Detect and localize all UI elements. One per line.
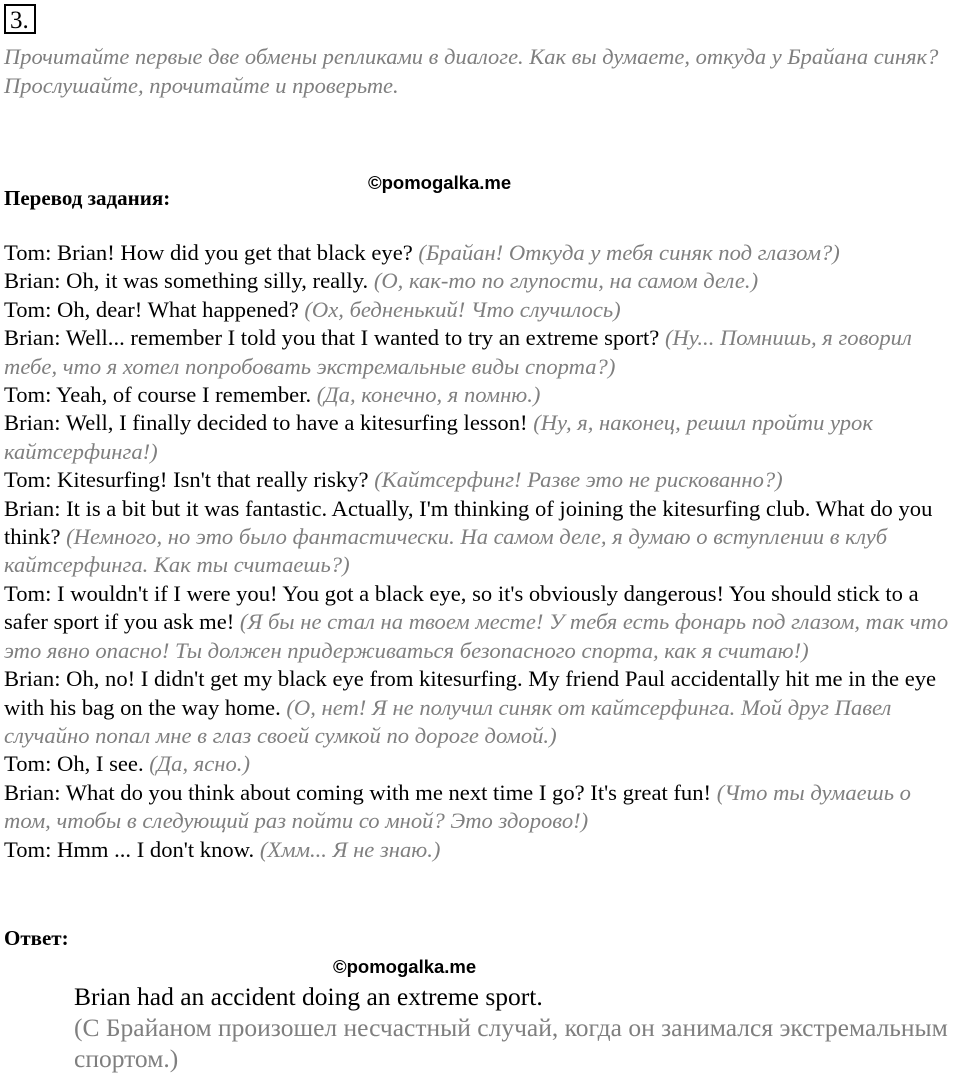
dialogue-english: Brian: Well... remember I told you that I wanted to try an extreme sport? (4, 325, 660, 351)
dialogue-english: Tom: Brian! How did you get that black eye? (4, 240, 413, 265)
dialogue-english: Tom: Oh, I see. (4, 751, 144, 777)
dialogue-translation: (Ох, бедненький! Что случилось) (304, 296, 621, 322)
dialogue-translation: (Ну, я, наконец, решил пройти урок кайтсерфинга!) (4, 410, 873, 464)
dialogue-english: Brian: Oh, it was something silly, really. (4, 268, 369, 294)
instruction-line: Прослушайте, прочитайте и проверьте. (4, 73, 399, 98)
dialogue-line (4, 836, 960, 864)
dialogue-line (4, 466, 960, 494)
dialogue-line (4, 665, 960, 750)
dialogue-translation: (Ну... Помнишь, я говорил тебе, что я хотел попробовать экстремальные виды спорта?) (4, 325, 912, 379)
answer-english: Brian had an accident doing an extreme sport. (74, 982, 543, 1011)
dialogue-translation: (Брайан! Откуда у тебя синяк под глазом?) (418, 240, 840, 265)
dialogue-line (4, 779, 960, 836)
watermark: ©pomogalka.me (333, 956, 477, 977)
answer (74, 981, 954, 1074)
instruction-line: Прочитайте первые две обмены репликами в диалоге. Как вы думаете, откуда у Брайана синяк? (4, 44, 939, 69)
dialogue-line (4, 580, 960, 665)
dialogue-english: Tom: Kitesurfing! Isn't that really risky? (4, 467, 369, 493)
dialogue-translation: (Да, конечно, я помню.) (316, 382, 541, 408)
dialogue-english: Brian: Oh, no! I didn't get my black eye from kitesurfing. My friend Paul accidentally hit me in the eye with his bag on the way home. (4, 666, 937, 720)
dialogue-line (4, 381, 960, 409)
dialogue-line (4, 296, 960, 324)
dialogue (4, 239, 960, 864)
dialogue-english: Tom: I wouldn't if I were you! You got a black eye, so it's obviously dangerous! You should stick to a safer sport if you ask me! (4, 580, 919, 635)
dialogue-line (4, 409, 960, 466)
dialogue-english: Tom: Hmm ... I don't know. (4, 836, 255, 862)
dialogue-translation: (О, нет! Я не получил синяк от кайтсерфинга. Мой друг Павел случайно попал мне в глаз своей сумкой по дороге домой.) (4, 694, 892, 748)
task-number: 3. (4, 4, 36, 34)
dialogue-translation: (Что ты думаешь о том, чтобы в следующий раз пойти со мной? Это здорово!) (4, 779, 911, 834)
dialogue-translation: (Да, ясно.) (149, 751, 250, 777)
dialogue-translation: (О, как-то по глупости, на самом деле.) (373, 268, 759, 294)
dialogue-english: Brian: What do you think about coming with me next time I go? It's great fun! (4, 779, 712, 805)
translation-heading: Перевод задания: (4, 186, 171, 210)
dialogue-translation: (Хмм... Я не знаю.) (259, 836, 441, 862)
dialogue-translation: (Немного, но это было фантастически. На самом деле, я думаю о вступлении в клуб кайтсерфинга. Как ты считаешь?) (4, 524, 888, 578)
dialogue-translation: (Кайтсерфинг! Разве это не рискованно?) (374, 467, 783, 493)
dialogue-line (4, 750, 960, 778)
watermark: ©pomogalka.me (368, 172, 512, 193)
dialogue-english: Tom: Yeah, of course I remember. (4, 382, 312, 408)
dialogue-line (4, 324, 960, 381)
task-instructions (4, 42, 959, 100)
dialogue-english: Tom: Oh, dear! What happened? (4, 296, 299, 322)
dialogue-line (4, 239, 960, 267)
dialogue-english: Brian: Well, I finally decided to have a kitesurfing lesson! (4, 410, 528, 436)
answer-heading: Ответ: (4, 926, 69, 950)
dialogue-english: Brian: It is a bit but it was fantastic. Actually, I'm thinking of joining the kitesurfing club. What do you think? (4, 495, 933, 550)
answer-translation: (С Брайаном произошел несчастный случай, когда он занимался экстремальным спортом.) (74, 1013, 948, 1073)
dialogue-line (4, 267, 960, 295)
dialogue-line (4, 495, 960, 580)
dialogue-translation: (Я бы не стал на твоем месте! У тебя есть фонарь под глазом, так что это явно опасно! Ты должен придерживаться безопасного спорта, как я считаю!) (4, 609, 949, 663)
